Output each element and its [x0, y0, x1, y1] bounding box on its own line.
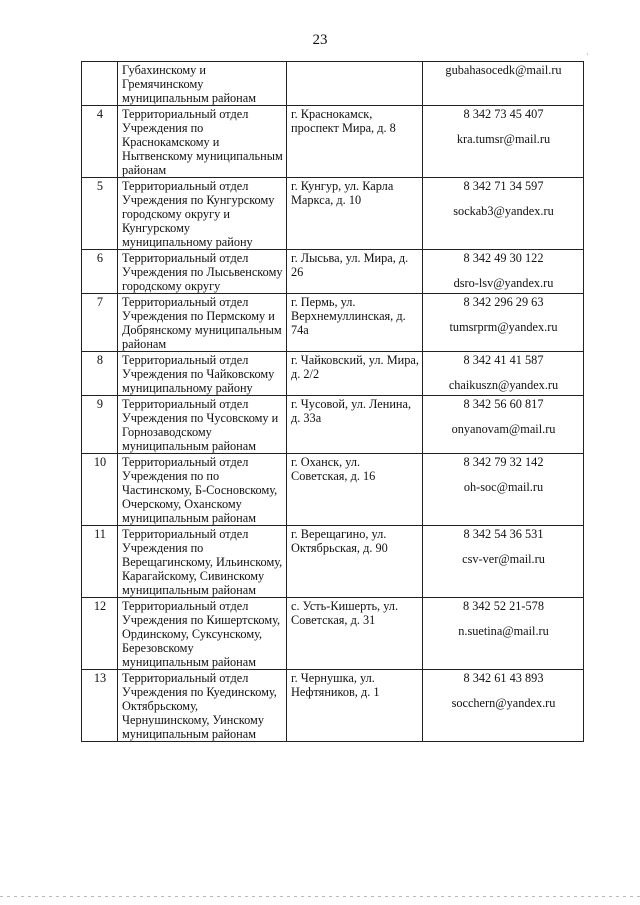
- scan-mark: ·: [586, 50, 589, 59]
- row-number: 9: [82, 396, 118, 454]
- email-address: oh-soc@mail.ru: [463, 480, 544, 494]
- office-address: г. Чайковский, ул. Мира, д. 2/2: [287, 352, 423, 396]
- office-name: Территориальный отдел Учреждения по Краснокамскому и Нытвенскому муниципальным районам: [118, 106, 287, 178]
- office-contacts: [423, 106, 584, 178]
- office-address: [287, 62, 423, 106]
- table-row: [82, 396, 584, 454]
- office-contacts: [423, 178, 584, 250]
- table-row: [82, 250, 584, 294]
- office-address: г. Чусовой, ул. Ленина, д. 33а: [287, 396, 423, 454]
- office-name: Территориальный отдел Учреждения по Чайковскому муниципальному району: [118, 352, 287, 396]
- table-row: [82, 178, 584, 250]
- email-address: kra.tumsr@mail.ru: [456, 132, 551, 146]
- phone-number: 8 342 49 30 122: [463, 251, 544, 265]
- office-contacts: [423, 250, 584, 294]
- office-name: Территориальный отдел Учреждения по Пермскому и Добрянскому муниципальным районам: [118, 294, 287, 352]
- email-address: onyanovam@mail.ru: [451, 422, 556, 436]
- office-address: г. Краснокамск, проспект Мира, д. 8: [287, 106, 423, 178]
- office-contacts: [423, 62, 584, 106]
- office-contacts: [423, 454, 584, 526]
- row-number: 5: [82, 178, 118, 250]
- office-contacts: [423, 294, 584, 352]
- email-address: csv-ver@mail.ru: [462, 552, 545, 566]
- row-number: 13: [82, 670, 118, 742]
- office-address: г. Пермь, ул. Верхнемуллинская, д. 74а: [287, 294, 423, 352]
- office-contacts: [423, 526, 584, 598]
- table-row: [82, 352, 584, 396]
- phone-number: 8 342 61 43 893: [463, 671, 544, 685]
- table-row: [82, 294, 584, 352]
- office-contacts: [423, 598, 584, 670]
- email-address: tumsrprm@yandex.ru: [449, 320, 558, 334]
- office-name: Губахинскому и Гремячинскому муниципальным районам: [118, 62, 287, 106]
- office-name: Территориальный отдел Учреждения по Верещагинскому, Ильинскому, Карагайскому, Сивинскому муниципальным районам: [118, 526, 287, 598]
- row-number: [82, 62, 118, 106]
- row-number: 4: [82, 106, 118, 178]
- scan-edge-line: [0, 896, 640, 897]
- phone-number: 8 342 73 45 407: [463, 107, 544, 121]
- row-number: 11: [82, 526, 118, 598]
- table-row: [82, 454, 584, 526]
- phone-number: 8 342 71 34 597: [463, 179, 544, 193]
- email-address: sockab3@yandex.ru: [453, 204, 554, 218]
- table-row: [82, 526, 584, 598]
- office-address: г. Лысьва, ул. Мира, д. 26: [287, 250, 423, 294]
- offices-table: [81, 61, 584, 742]
- office-contacts: [423, 396, 584, 454]
- phone-number: 8 342 296 29 63: [463, 295, 544, 309]
- row-number: 8: [82, 352, 118, 396]
- phone-number: 8 342 41 41 587: [463, 353, 544, 367]
- office-contacts: [423, 352, 584, 396]
- table-row: [82, 598, 584, 670]
- office-name: Территориальный отдел Учреждения по Чусовскому и Горнозаводскому муниципальным районам: [118, 396, 287, 454]
- office-name: Территориальный отдел Учреждения по Кишертскому, Ординскому, Суксунскому, Березовскому муниципальным районам: [118, 598, 287, 670]
- office-address: г. Оханск, ул. Советская, д. 16: [287, 454, 423, 526]
- offices-table-body: [82, 62, 584, 742]
- office-address: г. Кунгур, ул. Карла Маркса, д. 10: [287, 178, 423, 250]
- office-contacts: [423, 670, 584, 742]
- phone-number: 8 342 52 21-578: [463, 599, 544, 613]
- office-name: Территориальный отдел Учреждения по Кунгурскому городскому округу и Кунгурскому муниципальному району: [118, 178, 287, 250]
- email-address: chaikuszn@yandex.ru: [448, 378, 559, 392]
- email-address: gubahasocedk@mail.ru: [445, 63, 562, 77]
- office-address: г. Чернушка, ул. Нефтяников, д. 1: [287, 670, 423, 742]
- office-name: Территориальный отдел Учреждения по Куединскому, Октябрьскому, Чернушинскому, Уинскому муниципальным районам: [118, 670, 287, 742]
- row-number: 7: [82, 294, 118, 352]
- row-number: 10: [82, 454, 118, 526]
- phone-number: 8 342 56 60 817: [463, 397, 544, 411]
- email-address: dsro-lsv@yandex.ru: [453, 276, 554, 290]
- office-address: г. Верещагино, ул. Октябрьская, д. 90: [287, 526, 423, 598]
- table-row: [82, 62, 584, 106]
- row-number: 6: [82, 250, 118, 294]
- email-address: socchern@yandex.ru: [451, 696, 556, 710]
- office-name: Территориальный отдел Учреждения по по Частинскому, Б-Сосновскому, Очерскому, Оханскому муниципальным районам: [118, 454, 287, 526]
- row-number: 12: [82, 598, 118, 670]
- phone-number: 8 342 79 32 142: [463, 455, 544, 469]
- table-row: [82, 106, 584, 178]
- table-row: [82, 670, 584, 742]
- email-address: n.suetina@mail.ru: [458, 624, 549, 638]
- office-name: Территориальный отдел Учреждения по Лысьвенскому городскому округу: [118, 250, 287, 294]
- page-number: 23: [312, 32, 328, 48]
- office-address: с. Усть-Кишерть, ул. Советская, д. 31: [287, 598, 423, 670]
- phone-number: 8 342 54 36 531: [463, 527, 544, 541]
